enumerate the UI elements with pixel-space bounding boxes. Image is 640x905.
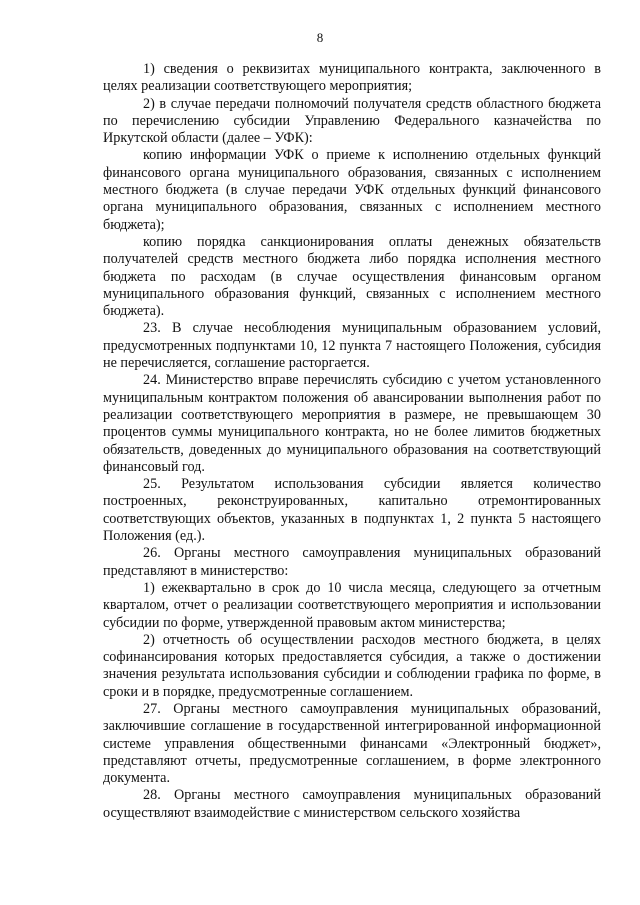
paragraph: 26. Органы местного самоуправления муниципальных образований представляют в министерство: (103, 545, 601, 579)
paragraph: 2) в случае передачи полномочий получателя средств областного бюджета по перечислению субсидии Управлению Федерального казначейства по Иркутской области (далее – УФК): (103, 95, 601, 147)
paragraph: копию информации УФК о приеме к исполнению отдельных функций финансового органа муниципального образования, связанных с исполнением местного бюджета (в случае передачи УФК отдельных функций финансового органа муниципального образования, связанных с исполнением местного бюджета); (103, 147, 601, 233)
page-number: 8 (316, 30, 324, 45)
document-body (103, 61, 601, 822)
paragraph: 2) отчетность об осуществлении расходов местного бюджета, в целях софинансирования которых предоставляется субсидия, а также о достижении значения результата использования субсидии и соблюдении графика по форме, в сроки и в порядке, предусмотренные соглашением. (103, 631, 601, 700)
paragraph: 23. В случае несоблюдения муниципальным образованием условий, предусмотренных подпунктами 10, 12 пункта 7 настоящего Положения, субсидия не перечисляется, соглашение расторгается. (103, 320, 601, 372)
paragraph: 1) ежеквартально в срок до 10 числа месяца, следующего за отчетным кварталом, отчет о реализации соответствующего мероприятия и использовании субсидии по форме, утвержденной правовым актом министерства; (103, 579, 601, 631)
paragraph: 28. Органы местного самоуправления муниципальных образований осуществляют взаимодействие с министерством сельского хозяйства (103, 787, 601, 821)
paragraph: 27. Органы местного самоуправления муниципальных образований, заключившие соглашение в государственной интегрированной информационной системе управления общественными финансами «Электронный бюджет», представляют отчеты, предусмотренные соглашением, в форме электронного документа. (103, 700, 601, 787)
paragraph: 1) сведения о реквизитах муниципального контракта, заключенного в целях реализации соответствующего мероприятия; (103, 61, 601, 95)
paragraph: копию порядка санкционирования оплаты денежных обязательств получателей средств местного бюджета либо порядка исполнения местного бюджета по расходам (в случае осуществления финансовым органом муниципального образования функций, связанных с исполнением местного бюджета). (103, 233, 601, 320)
paragraph: 25. Результатом использования субсидии является количество построенных, реконструированных, капитально отремонтированных соответствующих объектов, указанных в подпунктах 1, 2 пункта 5 настоящего Положения (ед.). (103, 476, 601, 545)
paragraph: 24. Министерство вправе перечислять субсидию с учетом установленного муниципальным контрактом положения об авансировании выполнения работ по реализации соответствующего мероприятия в размере, не превышающем 30 процентов суммы муниципального контракта, но не более лимитов бюджетных обязательств, доведенных до муниципального образования на соответствующий финансовый год. (103, 372, 601, 475)
